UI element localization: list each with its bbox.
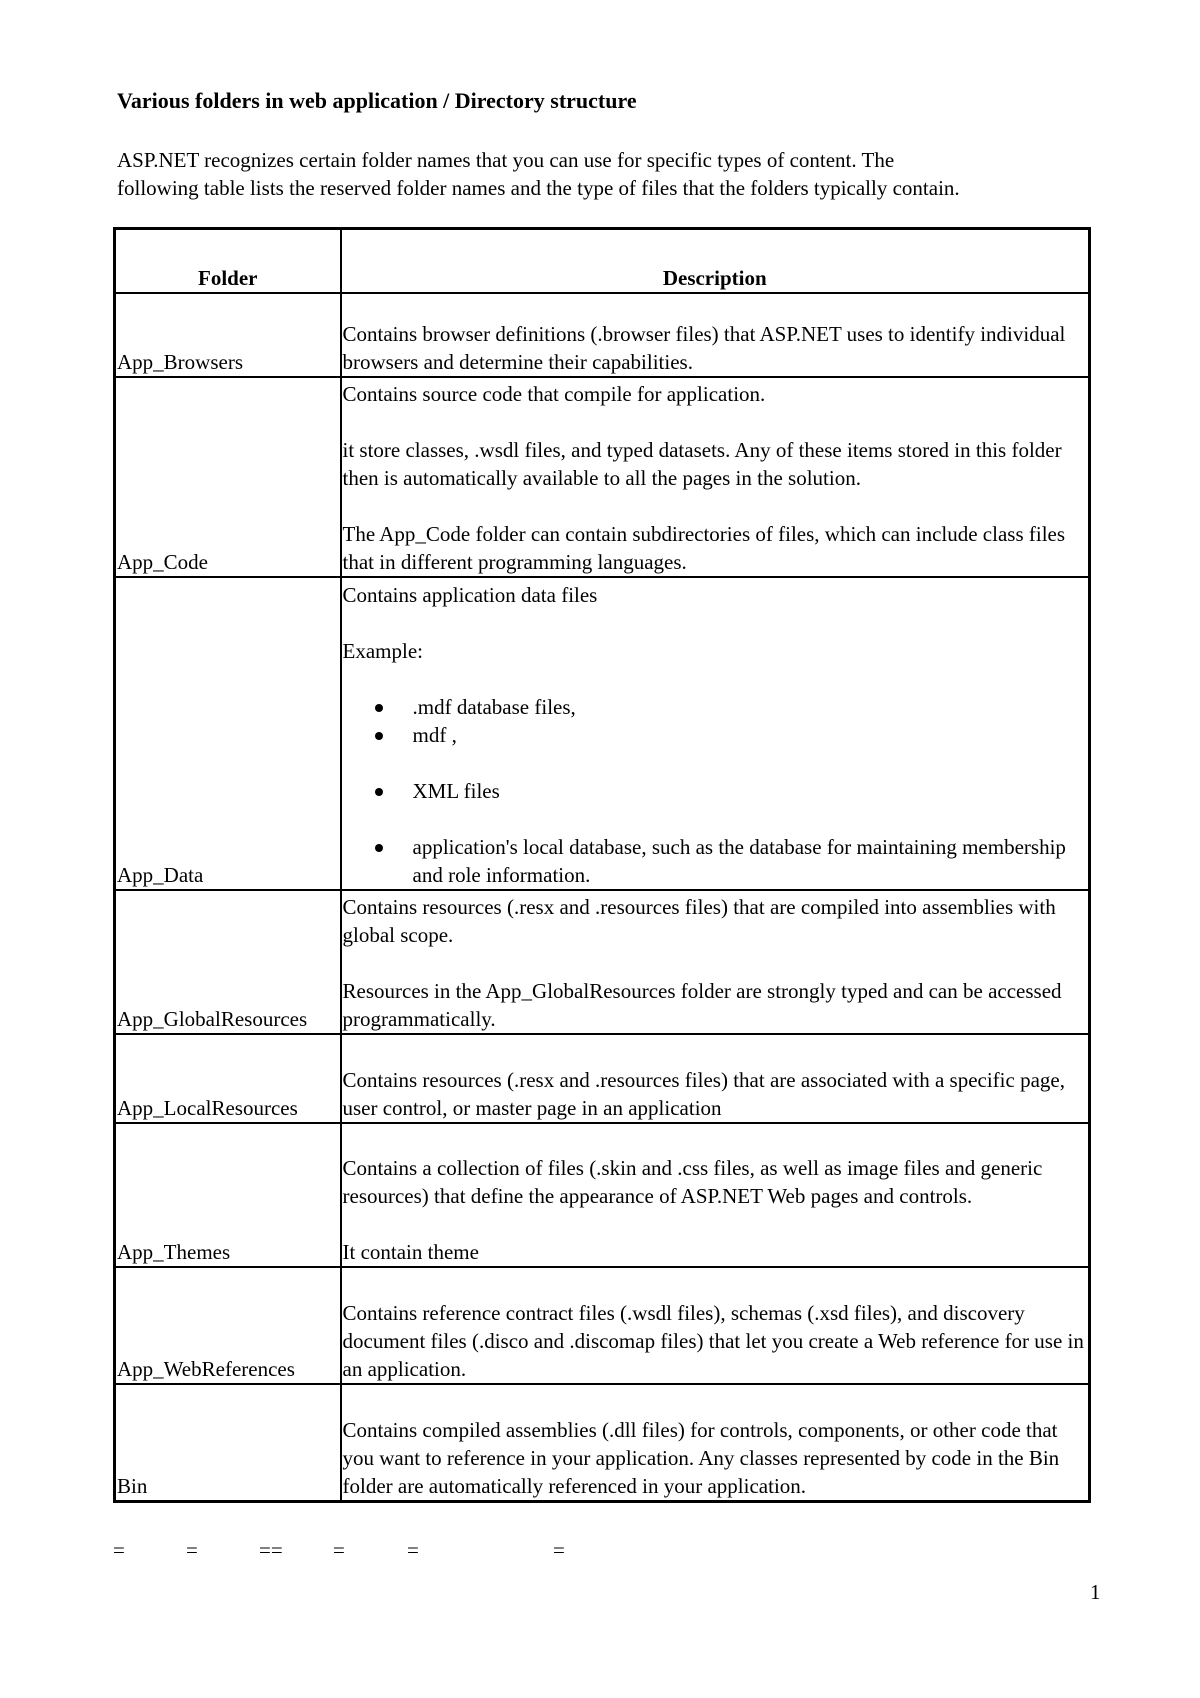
bullet-list	[343, 693, 1088, 889]
table-row	[115, 890, 1090, 1034]
description-text: Contains a collection of files (.skin and .css files, as well as image files and generic resources) that define the appearance of ASP.NET Web pages and controls.	[342, 1156, 1043, 1208]
table-row	[115, 1034, 1090, 1123]
table-row	[115, 1384, 1090, 1501]
folder-name: App_Data	[115, 577, 341, 890]
description-text: Contains reference contract files (.wsdl files), schemas (.xsd files), and discovery document files (.disco and .discomap files) that let you create a Web reference for use in an application.	[342, 1301, 1084, 1381]
table-header-row	[115, 229, 1090, 294]
folder-name: App_WebReferences	[115, 1267, 341, 1384]
separator-mark: =	[186, 1538, 198, 1562]
intro-line-1: ASP.NET recognizes certain folder names that you can use for specific types of content. The	[117, 148, 895, 172]
description-text: it store classes, .wsdl files, and typed datasets. Any of these items stored in this folder then is automatically available to all the pages in the solution.	[342, 438, 1062, 490]
folder-description	[341, 1123, 1090, 1267]
description-text: Contains source code that compile for application.	[342, 382, 766, 406]
list-item: .mdf database files,	[413, 693, 1088, 721]
table-row	[115, 377, 1090, 577]
table-row	[115, 293, 1090, 377]
folder-description	[341, 1267, 1090, 1384]
description-text: Example:	[342, 639, 423, 663]
page-title: Various folders in web application / Directory structure	[117, 88, 637, 113]
description-text: Contains browser definitions (.browser files) that ASP.NET uses to identify individual browsers and determine their capabilities.	[342, 322, 1066, 374]
intro-line-2: following table lists the reserved folder names and the type of files that the folders typically contain.	[117, 176, 960, 200]
folder-description	[341, 1384, 1090, 1501]
table-row	[115, 1123, 1090, 1267]
folder-description	[341, 1034, 1090, 1123]
folder-name: App_Browsers	[115, 293, 341, 377]
page-number: 1	[1090, 1580, 1101, 1604]
separator-mark: =	[113, 1538, 125, 1562]
header-folder: Folder	[115, 229, 341, 294]
description-text: Contains resources (.resx and .resources files) that are compiled into assemblies with global scope.	[342, 895, 1056, 947]
intro-paragraph	[117, 146, 1117, 202]
description-text: Contains compiled assemblies (.dll files) for controls, components, or other code that you want to reference in your application. Any classes represented by code in the Bin folder are automatically referenced in your application.	[342, 1417, 1060, 1498]
folder-description	[341, 577, 1090, 890]
separator-mark: ==	[259, 1538, 283, 1562]
table-row	[115, 1267, 1090, 1384]
header-description: Description	[341, 229, 1090, 294]
folder-name: App_Themes	[115, 1123, 341, 1267]
folders-table	[113, 227, 1091, 1503]
separator-mark: =	[407, 1538, 419, 1562]
separator-row	[113, 1538, 1093, 1568]
folder-name: App_GlobalResources	[115, 890, 341, 1034]
description-text: Contains resources (.resx and .resources files) that are associated with a specific page, user control, or master page in an application	[342, 1068, 1065, 1120]
description-text: Resources in the App_GlobalResources folder are strongly typed and can be accessed programmatically.	[342, 979, 1062, 1031]
separator-mark: =	[333, 1538, 345, 1562]
folder-name: App_Code	[115, 377, 341, 577]
table-row	[115, 577, 1090, 890]
list-item: mdf ,	[413, 721, 1088, 749]
folder-description	[341, 293, 1090, 377]
description-text: The App_Code folder can contain subdirectories of files, which can include class files that in different programming languages.	[342, 522, 1066, 574]
description-text: Contains application data files	[342, 583, 598, 607]
folder-description	[341, 890, 1090, 1034]
list-item: application's local database, such as the database for maintaining membership and role information.	[413, 833, 1088, 889]
separator-mark: =	[553, 1538, 565, 1562]
folder-description	[341, 377, 1090, 577]
list-item: XML files	[413, 777, 1088, 805]
folder-name: Bin	[115, 1384, 341, 1501]
description-text: It contain theme	[342, 1240, 479, 1264]
folder-name: App_LocalResources	[115, 1034, 341, 1123]
